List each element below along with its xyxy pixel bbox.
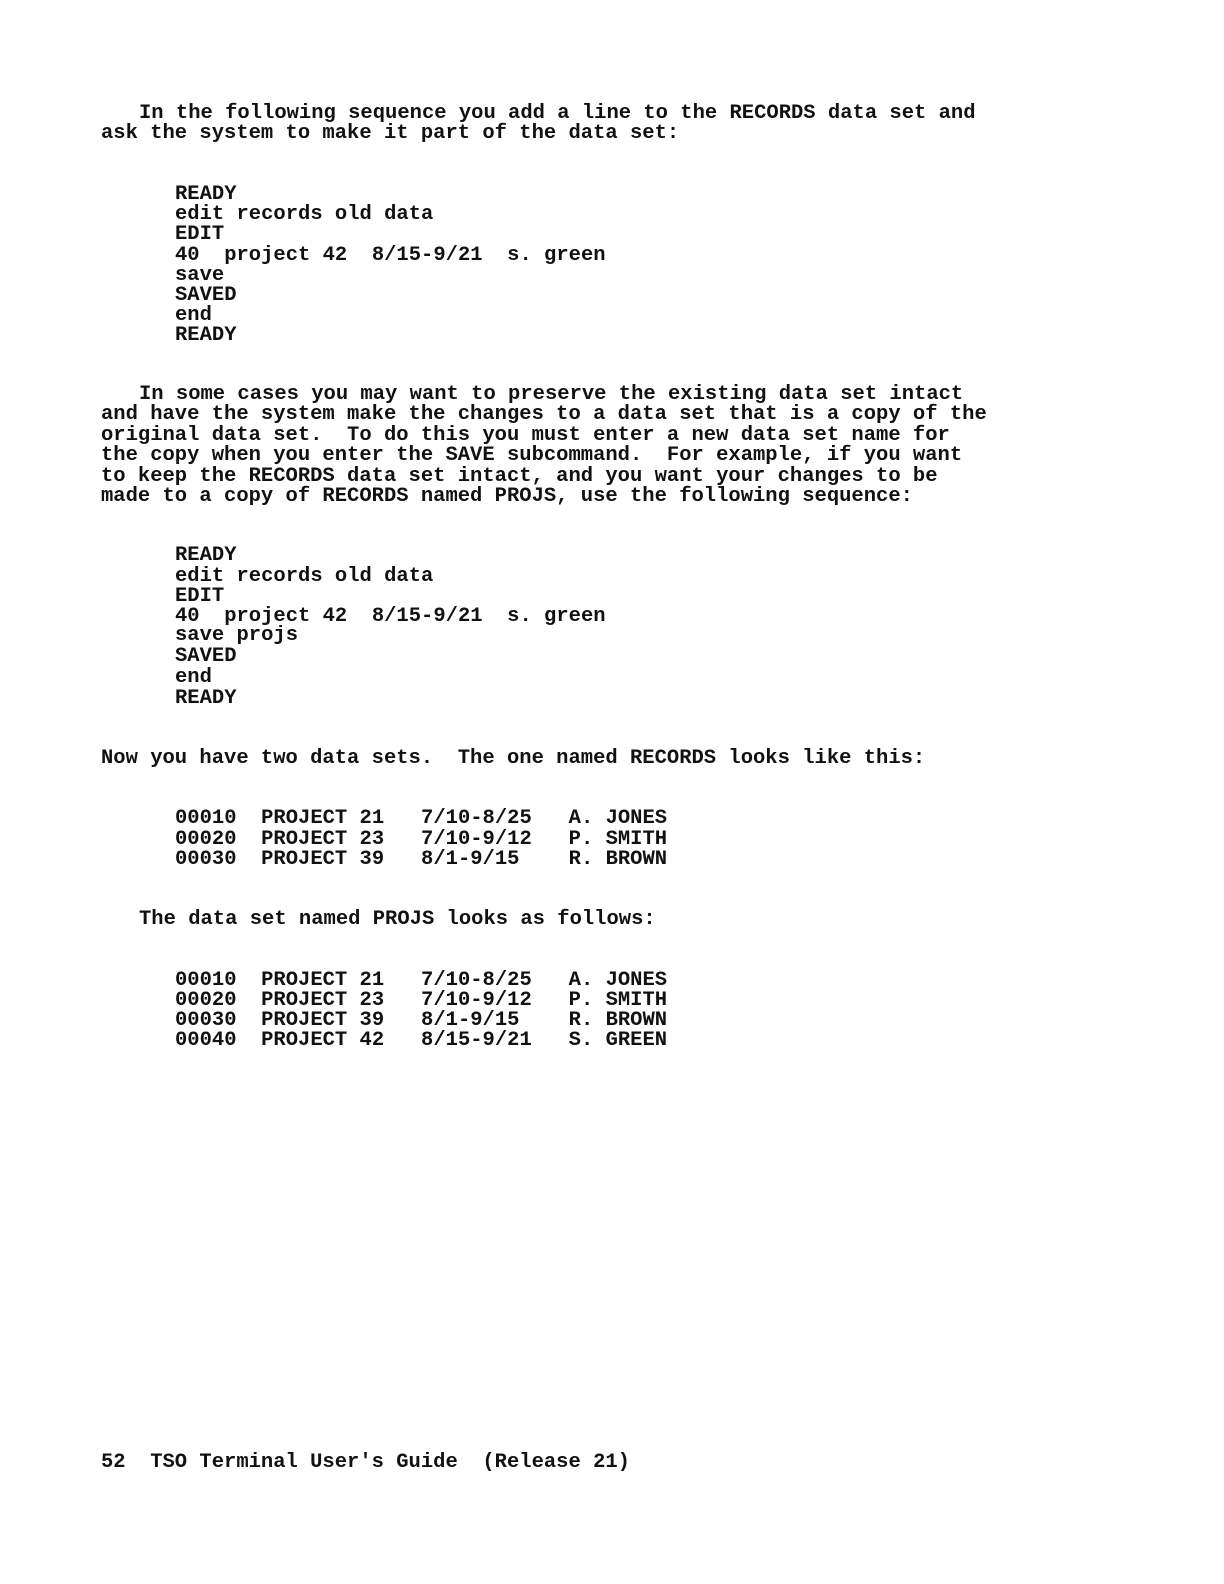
listing-row: 00020 PROJECT 23 7/10-9/12 P. SMITH (175, 989, 668, 1012)
paragraph-2-line-2: and have the system make the changes to a data set that is a copy of the (101, 403, 987, 426)
listing-row: 00010 PROJECT 21 7/10-8/25 A. JONES (175, 969, 668, 992)
listing-row: 00020 PROJECT 23 7/10-9/12 P. SMITH (175, 828, 668, 851)
example-2-line: SAVED (175, 645, 237, 668)
example-1-line: save (175, 264, 225, 287)
listing-row: 00030 PROJECT 39 8/1-9/15 R. BROWN (175, 848, 668, 871)
example-1-line: EDIT (175, 223, 225, 246)
paragraph-4: The data set named PROJS looks as follows: (139, 908, 656, 931)
example-2-line: end (175, 666, 212, 689)
example-2-line: 40 project 42 8/15-9/21 s. green (175, 605, 606, 628)
example-1-line: SAVED (175, 284, 237, 307)
paragraph-2-line-4: the copy when you enter the SAVE subcommand. For example, if you want (101, 444, 963, 467)
paragraph-2-line-5: to keep the RECORDS data set intact, and you want your changes to be (101, 465, 938, 488)
example-2-line: EDIT (175, 585, 225, 608)
paragraph-3: Now you have two data sets. The one named RECORDS looks like this: (101, 747, 926, 770)
paragraph-2-line-6: made to a copy of RECORDS named PROJS, use the following sequence: (101, 485, 913, 508)
example-1-line: edit records old data (175, 203, 434, 226)
page-footer: 52 TSO Terminal User's Guide (Release 21) (101, 1451, 630, 1474)
example-2-line: READY (175, 687, 237, 710)
example-1-line: READY (175, 324, 237, 347)
listing-row: 00030 PROJECT 39 8/1-9/15 R. BROWN (175, 1009, 668, 1032)
paragraph-2-line-3: original data set. To do this you must enter a new data set name for (101, 424, 950, 447)
example-1-line: end (175, 304, 212, 327)
paragraph-1-line-2: ask the system to make it part of the data set: (101, 122, 680, 145)
paragraph-1-line-1: In the following sequence you add a line to the RECORDS data set and (139, 102, 976, 125)
example-2-line: READY (175, 544, 237, 567)
example-1-line: 40 project 42 8/15-9/21 s. green (175, 244, 606, 267)
example-2-line: edit records old data (175, 565, 434, 588)
example-1-line: READY (175, 183, 237, 206)
example-2-line: save projs (175, 624, 299, 647)
listing-row: 00010 PROJECT 21 7/10-8/25 A. JONES (175, 807, 668, 830)
paragraph-2-line-1: In some cases you may want to preserve the existing data set intact (139, 383, 964, 406)
listing-row: 00040 PROJECT 42 8/15-9/21 S. GREEN (175, 1029, 668, 1052)
